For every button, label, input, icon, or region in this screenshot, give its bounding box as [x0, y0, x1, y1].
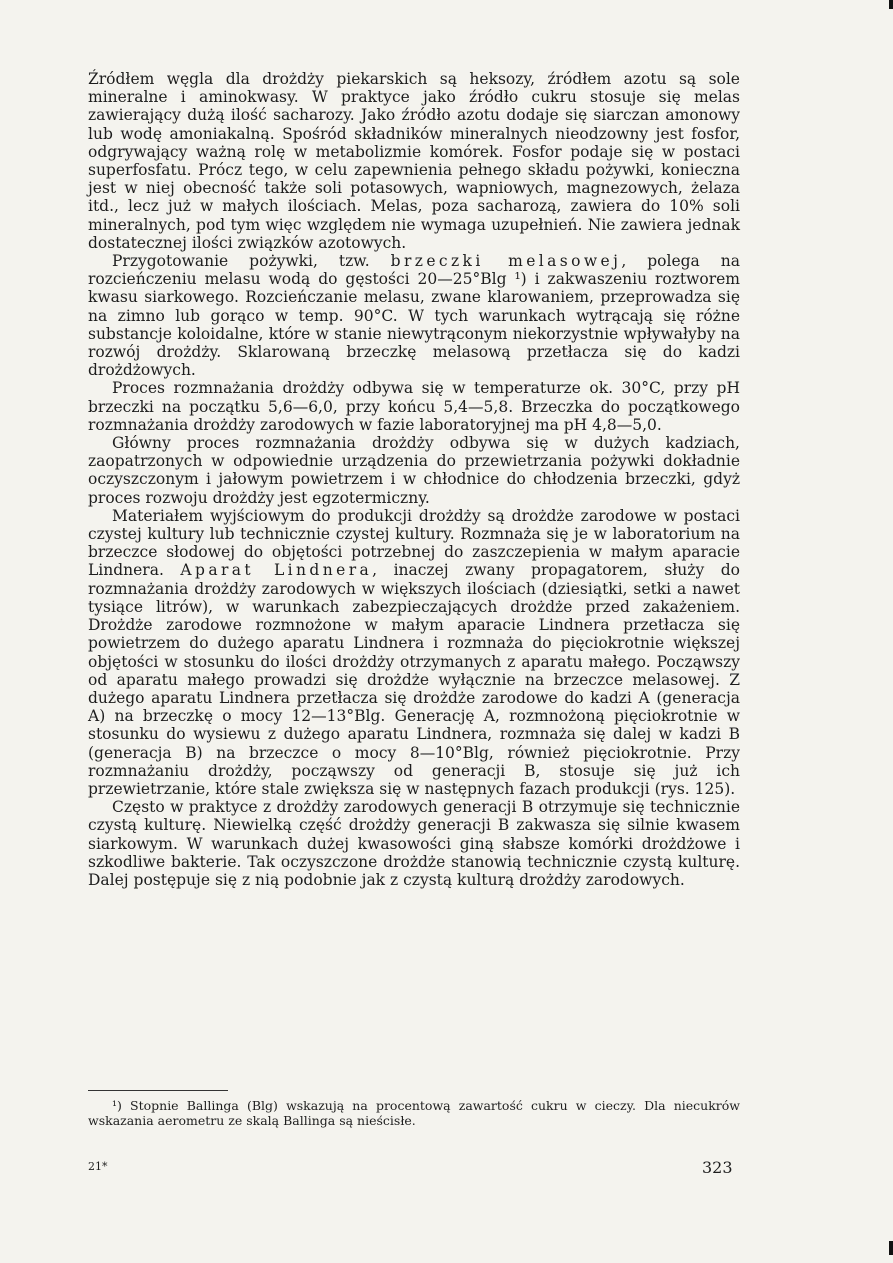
main-text	[88, 70, 740, 889]
scan-edge-mark	[889, 1241, 893, 1255]
paragraph-6: Często w praktyce z drożdży zarodowych generacji B otrzymuje się technicznie czystą kulturę. Niewielką część drożdży generacji B zakwasza się silnie kwasem siarkowym. W warunkach dużej kwasowości giną słabsze komórki drożdżowe i szkodliwe bakterie. Tak oczyszczone drożdże stanowią technicznie czystą kulturę. Dalej postępuje się z nią podobnie jak z czystą kulturą drożdży zarodowych.	[88, 798, 740, 889]
paragraph-5	[88, 507, 740, 798]
paragraph-2-text: Przygotowanie pożywki, tzw.	[112, 252, 391, 271]
paragraph-3: Proces rozmnażania drożdży odbywa się w temperaturze ok. 30°C, przy pH brzeczki na początku 5,6—6,0, przy końcu 5,4—5,8. Brzeczka do początkowego rozmnażania drożdży zarodowych w fazie laboratoryjnej ma pH 4,8—5,0.	[88, 379, 740, 434]
paragraph-5-text: Materiałem wyjściowym do produkcji drożdży są drożdże zarodowe w postaci czystej kultury lub technicznie czystej kultury. Rozmnaża się je w laboratorium na brzeczce słodowej do objętości potrzebnej do zaszczepienia w małym aparacie Lindnera.	[88, 506, 740, 580]
scan-edge-mark	[889, 0, 893, 9]
page-number: 323	[702, 1158, 733, 1177]
paragraph-4: Główny proces rozmnażania drożdży odbywa się w dużych kadziach, zaopatrzonych w odpowiednie urządzenia do przewietrzania pożywki dokładnie oczyszczonym i jałowym powietrzem i w chłodnice do chłodzenia brzeczki, gdyż proces rozwoju drożdży jest egzotermiczny.	[88, 434, 740, 507]
footnote-rule	[88, 1090, 228, 1091]
paragraph-2-text-cont: , polega na rozcieńczeniu melasu wodą do gęstości 20—25°Blg ¹) i zakwaszeniu roztworem kwasu siarkowego. Rozcieńczanie melasu, zwane klarowaniem, przeprowadza się na zimno lub gorąco w temp. 90°C. W tych warunkach wytrącają się różne substancje koloidalne, które w stanie niewytrąconym niekorzystnie wpływałyby na rozwój drożdży. Sklarowaną brzeczkę melasową przetłacza się do kadzi drożdżowych.	[88, 252, 740, 380]
emphasized-term: Aparat Lindnera	[180, 561, 373, 580]
paragraph-2	[88, 252, 740, 379]
printer-signature: 21*	[88, 1160, 108, 1173]
paragraph-5-text-cont: , inaczej zwany propagatorem, służy do rozmnażania drożdży zarodowych w większych ilościach (dziesiątki, setki a nawet tysiące litrów), w warunkach zabezpieczających drożdże przed zakażeniem. Drożdże zarodowe rozmnożone w małym aparacie Lindnera przetłacza się powietrzem do dużego aparatu Lindnera i rozmnaża do pięciokrotnie większej objętości w stosunku do ilości drożdży otrzymanych z aparatu małego. Począwszy od aparatu małego prowadzi się drożdże wyłącznie na brzeczce melasowej. Z dużego aparatu Lindnera przetłacza się drożdże zarodowe do kadzi A (generacja A) na brzeczkę o mocy 12—13°Blg. Generację A, rozmnożoną pięciokrotnie w stosunku do wysiewu z dużego aparatu Lindnera, rozmnaża się dalej w kadzi B (generacja B) na brzeczce o mocy 8—10°Blg, również pięciokrotnie. Przy rozmnażaniu drożdży, począwszy od generacji B, stosuje się już ich przewietrzanie, które stale zwiększa się w następnych fazach produkcji (rys. 125).	[88, 561, 740, 798]
footnote: ¹) Stopnie Ballinga (Blg) wskazują na procentową zawartość cukru w cieczy. Dla niecukrów wskazania aerometru ze skalą Ballinga są nieścisłe.	[88, 1098, 740, 1128]
paragraph-1: Źródłem węgla dla drożdży piekarskich są heksozy, źródłem azotu są sole mineralne i aminokwasy. W praktyce jako źródło cukru stosuje się melas zawierający dużą ilość sacharozy. Jako źródło azotu dodaje się siarczan amonowy lub wodę amoniakalną. Spośród składników mineralnych nieodzowny jest fosfor, odgrywający ważną rolę w metabolizmie komórek. Fosfor podaje się w postaci superfosfatu. Prócz tego, w celu zapewnienia pełnego składu pożywki, konieczna jest w niej obecność także soli potasowych, wapniowych, magnezowych, żelaza itd., lecz już w małych ilościach. Melas, poza sacharozą, zawiera do 10% soli mineralnych, pod tym więc względem nie wymaga uzupełnień. Nie zawiera jednak dostatecznej ilości związków azotowych.	[88, 70, 740, 252]
emphasized-term: brzeczki melasowej	[390, 252, 622, 271]
